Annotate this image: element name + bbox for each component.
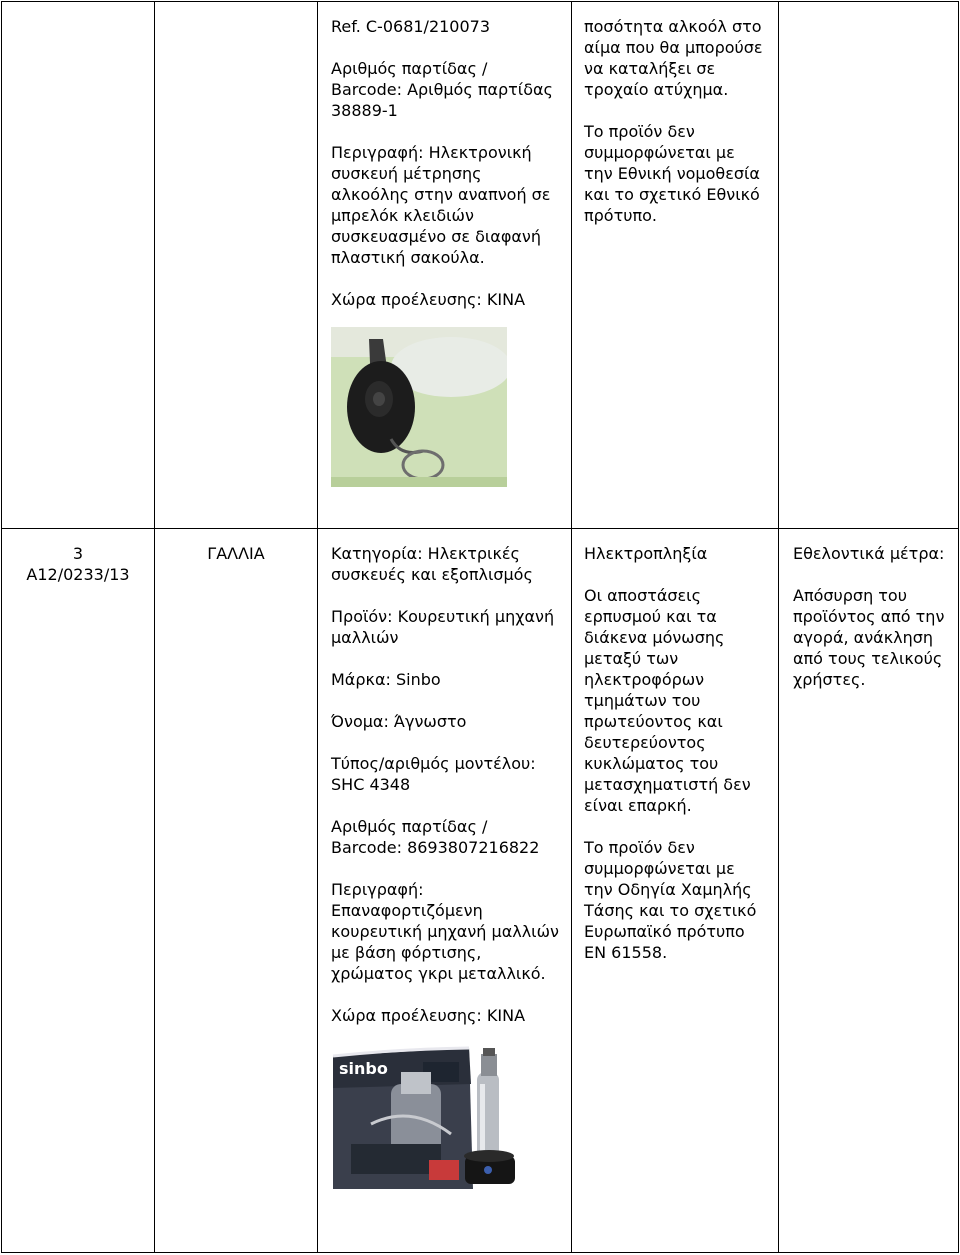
risk-detail: Οι αποστάσεις ερπυσμού και τα διάκενα μόνωσης μεταξύ των ηλεκτροφόρων τμημάτων του πρωτεύοντος και δευτερεύοντος κυκλώματος του μετασχηματιστή δεν είναι επαρκή.: [584, 586, 751, 815]
product-text: Προϊόν: Κουρευτική μηχανή μαλλιών: [331, 607, 555, 647]
batch-text: Αριθμός παρτίδας / Barcode: 8693807216822: [331, 817, 540, 857]
table-row: [2, 2, 959, 529]
description-text: Περιγραφή: Ηλεκτρονική συσκευή μέτρησης αλκοόλης στην αναπνοή σε μπρελόκ κλειδιών συσκευασμένο σε διαφανή πλαστική σακούλα.: [331, 143, 551, 267]
cell-product: [318, 2, 572, 529]
entry-code: A12/0233/13: [26, 565, 130, 584]
hair-clipper-image: [331, 1044, 541, 1189]
cell-empty: [2, 2, 155, 529]
cell-empty: [779, 2, 959, 529]
brand-text: Μάρκα: Sinbo: [331, 670, 441, 689]
name-text: Όνομα: Άγνωστο: [331, 712, 467, 731]
notifying-country: ΓΑΛΛΙΑ: [207, 544, 265, 563]
cell-product: [318, 529, 572, 1253]
cell-risk: [572, 2, 779, 529]
ref-number: Ref. C-0681/210073: [331, 17, 491, 36]
cell-measures: [779, 529, 959, 1253]
cell-risk: [572, 529, 779, 1253]
cell-number: [2, 529, 155, 1253]
cell-empty: [155, 2, 318, 529]
description-text: Περιγραφή: Επαναφορτιζόμενη κουρευτική μηχανή μαλλιών με βάση φόρτισης, χρώματος γκρι μεταλλικό.: [331, 880, 559, 983]
risk-type: Ηλεκτροπληξία: [584, 544, 708, 563]
origin-text: Χώρα προέλευσης: ΚΙΝΑ: [331, 290, 526, 309]
category-text: Κατηγορία: Ηλεκτρικές συσκευές και εξοπλισμός: [331, 544, 533, 584]
measures-type: Εθελοντικά μέτρα:: [793, 544, 945, 563]
origin-text: Χώρα προέλευσης: ΚΙΝΑ: [331, 1006, 526, 1025]
risk-text: ποσότητα αλκοόλ στο αίμα που θα μπορούσε να καταλήξει σε τροχαίο ατύχημα.: [584, 17, 763, 99]
compliance-text: Το προϊόν δεν συμμορφώνεται με την Εθνική νομοθεσία και το σχετικό Εθνικό πρότυπο.: [584, 122, 760, 225]
rapex-table: [1, 1, 959, 1253]
compliance-text: Το προϊόν δεν συμμορφώνεται με την Οδηγία Χαμηλής Τάσης και το σχετικό Ευρωπαϊκό πρότυπο EN 61558.: [584, 838, 757, 962]
batch-text: Αριθμός παρτίδας / Barcode: Αριθμός παρτίδας 38889-1: [331, 59, 553, 120]
box-brand-label: sinbo: [339, 1059, 388, 1078]
model-text: Τύπος/αριθμός μοντέλου: SHC 4348: [331, 754, 536, 794]
cell-country: [155, 529, 318, 1253]
table-row: [2, 529, 959, 1253]
measures-detail: Απόσυρση του προϊόντος από την αγορά, ανάκληση από τους τελικούς χρήστες.: [793, 586, 945, 689]
breathalyzer-image: [331, 327, 507, 487]
entry-number: 3: [72, 544, 84, 563]
